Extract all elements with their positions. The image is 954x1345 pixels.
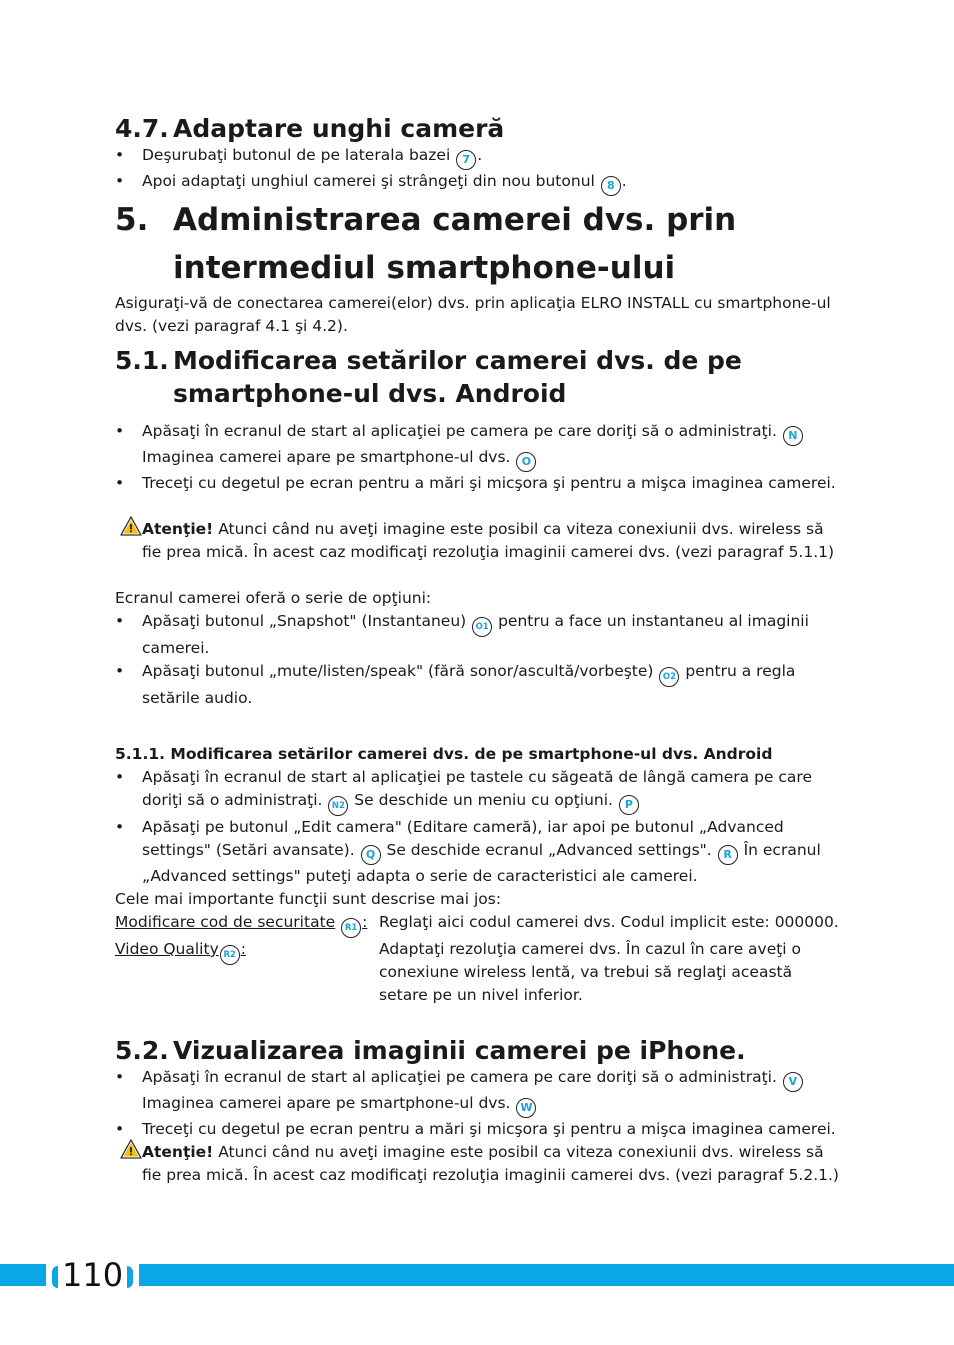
section-number: 5.2. [115, 1036, 169, 1065]
section-5 [115, 196, 840, 338]
warning-triangle-icon [120, 516, 142, 536]
function-label [115, 938, 379, 1007]
function-name: Modificare cod de securitate [115, 913, 336, 931]
section-5-1-heading [115, 344, 840, 410]
page-number-text: 110 [62, 1256, 124, 1294]
bullet-list [115, 766, 840, 888]
section-5-heading [115, 196, 840, 292]
item-text: Treceţi cu degetul pe ecran pentru a mări şi micşora şi pentru a mişca imaginea camerei. [142, 474, 836, 492]
item-text: Se deschide un meniu cu opţiuni. [349, 791, 613, 809]
function-row [115, 911, 840, 938]
warning-text: Atunci când nu aveţi imagine este posibil ca viteza conexiunii dvs. wireless să fie prea mică. În acest caz modificaţi rezoluţia imaginii camerei dvs. (vezi paragraf 5.2.1.) [142, 1143, 839, 1184]
item-text: pentru a face un instantaneu al imaginii camerei. [142, 612, 809, 657]
functions-intro: Cele mai importante funcţii sunt descrise mai jos: [115, 890, 502, 908]
warning-note [115, 518, 840, 564]
warning-note [115, 1141, 840, 1187]
list-item [115, 766, 840, 816]
colon: : [362, 913, 368, 931]
list-item [115, 1118, 840, 1141]
list-item [115, 610, 840, 660]
section-4-7-heading [115, 114, 840, 144]
item-text: Deşurubaţi butonul de pe laterala bazei [142, 146, 451, 164]
callout-badge: W [516, 1098, 536, 1118]
section-5-2 [115, 1036, 840, 1187]
options-intro: Ecranul camerei oferă o serie de opţiuni: [115, 589, 432, 607]
section-5-1 [115, 344, 840, 710]
callout-badge: V [783, 1072, 803, 1092]
function-name: Video Quality [115, 940, 219, 958]
function-description: Reglaţi aici codul camerei dvs. Codul implicit este: 000000. [379, 913, 839, 931]
function-label [115, 911, 379, 938]
section-5-1-1 [115, 743, 840, 1007]
section-number: 5.1. [115, 346, 169, 375]
callout-badge: O [516, 452, 536, 472]
callout-badge: R [718, 845, 738, 865]
item-text: Apăsaţi butonul „mute/listen/speak" (fără sonor/ascultă/vorbeşte) [142, 662, 654, 680]
function-description: Adaptaţi rezoluţia camerei dvs. În cazul în care aveţi o conexiune wireless lentă, va trebui să reglaţi această setare pe un nivel inferior. [379, 940, 802, 1004]
callout-badge: Q [361, 845, 381, 865]
section-5-1-1-heading: 5.1.1. Modificarea setărilor camerei dvs. de pe smartphone-ul dvs. Android [115, 745, 773, 763]
item-text: pentru a regla setările audio. [142, 662, 796, 707]
intro-paragraph: Asiguraţi-vă de conectarea camerei(elor) dvs. prin aplicaţia ELRO INSTALL cu smartphone-ul dvs. (vezi paragraf 4.1 şi 4.2). [115, 294, 831, 335]
bullet-list [115, 420, 840, 495]
list-item [115, 1066, 840, 1118]
section-number: 5. [115, 202, 149, 238]
item-text: . [477, 146, 483, 164]
callout-badge: N2 [328, 796, 348, 816]
item-text: Apăsaţi pe butonul „Edit camera" (Editare cameră), iar apoi pe butonul „Advanced settings" (Setări avansate). [142, 818, 784, 859]
list-item [115, 472, 840, 495]
callout-badge: O1 [472, 617, 492, 637]
warning-text: Atunci când nu aveţi imagine este posibil ca viteza conexiunii dvs. wireless să fie prea mică. În acest caz modificaţi rezoluţia imaginii camerei dvs. (vezi paragraf 5.1.1) [142, 520, 835, 561]
warning-triangle-icon [120, 1139, 142, 1159]
function-row [115, 938, 840, 1007]
bracket-left [52, 1266, 58, 1288]
item-text: . [621, 172, 627, 190]
item-text: Apăsaţi în ecranul de start al aplicaţiei pe tastele cu săgeată de lângă camera pe care doriţi să o administraţi. [142, 768, 812, 809]
list-item [115, 816, 840, 888]
list-item [115, 420, 840, 472]
callout-badge: N [783, 426, 803, 446]
callout-badge: P [619, 795, 639, 815]
item-text: Se deschide ecranul „Advanced settings". [381, 841, 712, 859]
item-text: Apoi adaptaţi unghiul camerei şi strângeţi din nou butonul [142, 172, 595, 190]
list-item [115, 660, 840, 710]
warning-label: Atenţie! [142, 520, 214, 538]
section-title: Adaptare unghi cameră [173, 114, 505, 143]
item-text: Treceţi cu degetul pe ecran pentru a mări şi micşora şi pentru a mişca imaginea camerei. [142, 1120, 836, 1138]
callout-badge: R2 [220, 945, 240, 965]
callout-badge: 8 [601, 176, 621, 196]
callout-badge: O2 [659, 667, 679, 687]
section-title: Vizualizarea imaginii camerei pe iPhone. [173, 1036, 746, 1065]
colon: : [240, 940, 246, 958]
item-text: Apăsaţi în ecranul de start al aplicaţiei pe camera pe care doriţi să o administraţi. [142, 1068, 777, 1086]
list-item [115, 144, 840, 170]
item-text: Apăsaţi butonul „Snapshot" (Instantaneu) [142, 612, 467, 630]
callout-badge: 7 [456, 150, 476, 170]
bracket-right [127, 1266, 133, 1288]
callout-badge: R1 [341, 918, 361, 938]
warning-label: Atenţie! [142, 1143, 214, 1161]
section-title: Administrarea camerei dvs. prin intermediul smartphone-ului [173, 202, 737, 286]
footer-bar [0, 1264, 954, 1286]
item-text: Apăsaţi în ecranul de start al aplicaţiei pe camera pe care doriţi să o administraţi. [142, 422, 777, 440]
list-item [115, 170, 840, 196]
bullet-list [115, 1066, 840, 1141]
bullet-list [115, 610, 840, 710]
bullet-list [115, 144, 840, 196]
item-text: Imaginea camerei apare pe smartphone-ul dvs. [142, 448, 511, 466]
item-text: Imaginea camerei apare pe smartphone-ul dvs. [142, 1094, 511, 1112]
section-5-2-heading [115, 1036, 840, 1066]
page-number [46, 1256, 139, 1294]
section-number: 4.7. [115, 114, 169, 143]
item-text: În ecranul „Advanced settings" puteţi adapta o serie de caracteristici ale camerei. [142, 841, 821, 885]
section-title: Modificarea setărilor camerei dvs. de pe smartphone-ul dvs. Android [173, 346, 742, 408]
section-4-7 [115, 114, 840, 196]
